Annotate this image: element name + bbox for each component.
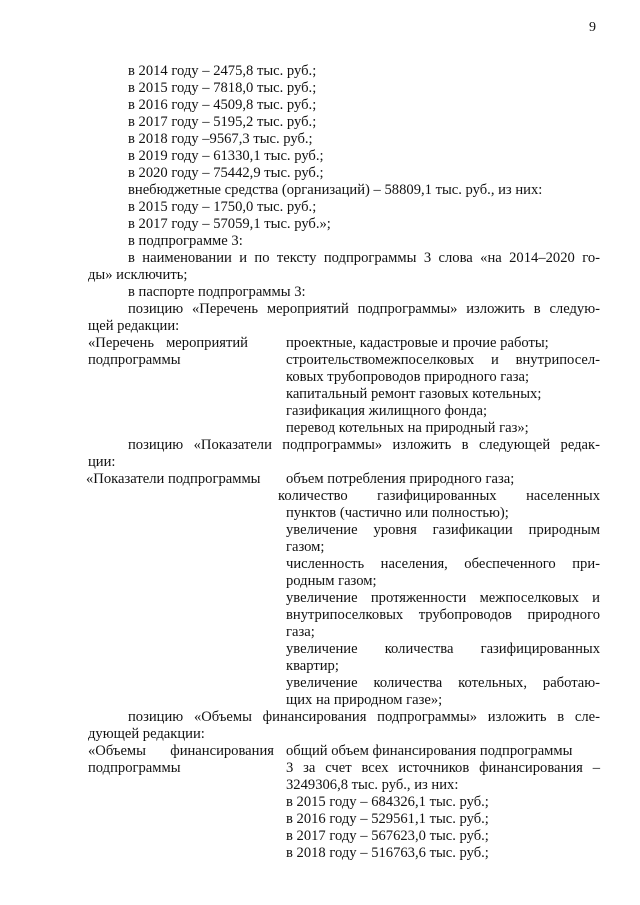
text-line: в паспорте подпрограммы 3: [128,284,306,300]
block-item: увеличение количества котельных, работаю- [286,675,600,691]
text-line: в 2018 году –9567,3 тыс. руб.; [128,131,313,147]
block-item: газом; [286,539,325,555]
paragraph-line: позицию «Перечень мероприятий подпрограммы» изложить в следую- [128,301,600,317]
block-item: внутрипоселковых трубопроводов природного [286,607,600,623]
block-item: проектные, кадастровые и прочие работы; [286,335,549,351]
block-label: «Показатели подпрограммы [86,471,261,487]
text-line: внебюджетные средства (организаций) – 58809,1 тыс. руб., из них: [128,182,543,198]
block-label: подпрограммы [88,352,181,368]
block-item: газа; [286,624,315,640]
block-item: численность населения, обеспеченного при- [286,556,600,572]
block-item: в 2017 году – 567623,0 тыс. руб.; [286,828,489,844]
text-line: в 2015 году – 1750,0 тыс. руб.; [128,199,317,215]
block-item: количество газифицированных населенных [278,488,600,504]
block-label: «Перечень мероприятий [88,335,248,351]
block-item: 3249306,8 тыс. руб., из них: [286,777,459,793]
block-item: родным газом; [286,573,377,589]
block-item: общий объем финансирования подпрограммы [286,743,573,759]
page-number: 9 [589,20,596,35]
block-item: увеличение количества газифицированных [286,641,600,657]
paragraph-line: позицию «Показатели подпрограммы» изложить в следующей редак- [128,437,600,453]
block-item: 3 за счет всех источников финансирования – [286,760,600,776]
block-item: пунктов (частично или полностью); [286,505,509,521]
list-block [88,335,600,437]
text-line: в 2019 году – 61330,1 тыс. руб.; [128,148,324,164]
financing-block [88,743,600,862]
block-item: строительствомежпоселковых и внутрипосел- [286,352,600,368]
block-item: увеличение протяженности межпоселковых и [286,590,600,606]
block-item: увеличение уровня газификации природным [286,522,600,538]
block-item: квартир; [286,658,339,674]
text-line: в 2016 году – 4509,8 тыс. руб.; [128,97,317,113]
text-line: в подпрограмме 3: [128,233,243,249]
block-item: капитальный ремонт газовых котельных; [286,386,542,402]
text-line: в 2014 году – 2475,8 тыс. руб.; [128,63,317,79]
text-line: в 2015 году – 7818,0 тыс. руб.; [128,80,317,96]
paragraph-line: в наименовании и по тексту подпрограммы 3 слова «на 2014–2020 го- [128,250,600,266]
paragraph-line: позицию «Объемы финансирования подпрограммы» изложить в сле- [128,709,600,725]
paragraph-line: щей редакции: [88,318,180,334]
paragraph-line: дующей редакции: [88,726,205,742]
block-item: перевод котельных на природный газ»; [286,420,529,436]
text-line: в 2017 году – 57059,1 тыс. руб.»; [128,216,331,232]
block-item: щих на природном газе»; [286,692,443,708]
paragraph-line: ды» исключить; [88,267,188,283]
block-label: «Объемы финансирования [88,743,274,759]
document-body [88,63,600,862]
block-item: газификация жилищного фонда; [286,403,488,419]
block-label: подпрограммы [88,760,181,776]
text-line: в 2020 году – 75442,9 тыс. руб.; [128,165,324,181]
indicators-block [88,471,600,709]
block-item: в 2016 году – 529561,1 тыс. руб.; [286,811,489,827]
block-item: в 2015 году – 684326,1 тыс. руб.; [286,794,489,810]
text-line: в 2017 году – 5195,2 тыс. руб.; [128,114,317,130]
block-item: ковых трубопроводов природного газа; [286,369,530,385]
block-item: объем потребления природного газа; [286,471,515,487]
block-item: в 2018 году – 516763,6 тыс. руб.; [286,845,489,861]
paragraph-line: ции: [88,454,116,470]
